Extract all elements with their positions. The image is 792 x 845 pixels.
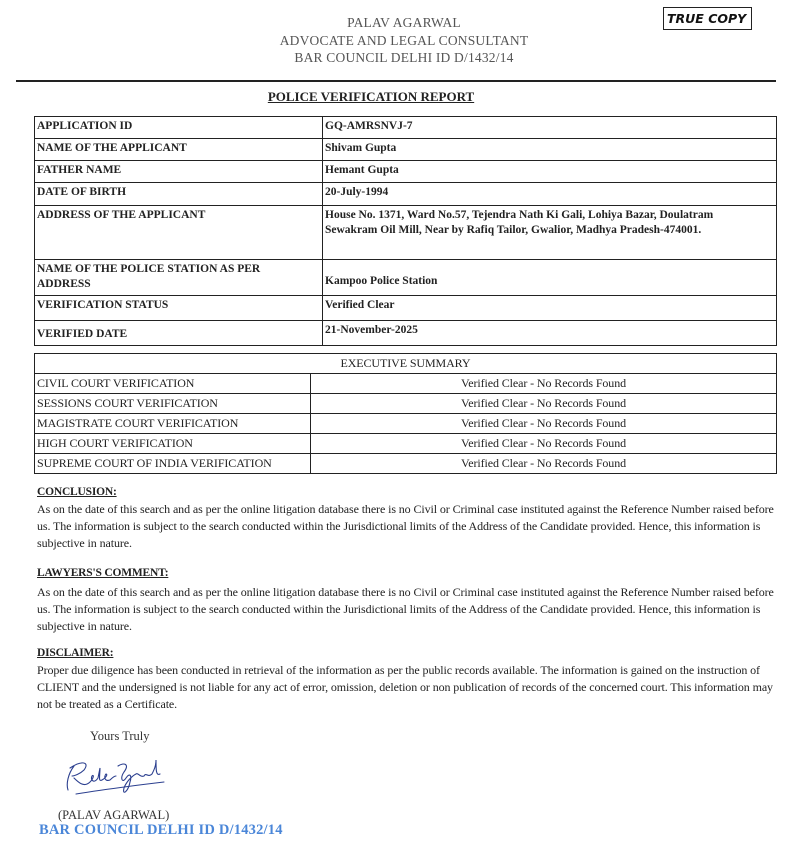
summary-title: EXECUTIVE SUMMARY [35,354,777,374]
court-result: Verified Clear - No Records Found [311,374,777,394]
table-row [35,434,777,454]
court-result: Verified Clear - No Records Found [311,414,777,434]
table-row [35,161,777,183]
letterhead-title: ADVOCATE AND LEGAL CONSULTANT [279,32,529,48]
disclaimer-section [37,645,777,713]
disclaimer-heading: DISCLAIMER: [37,647,114,659]
executive-summary-table [34,353,777,474]
row-label: ADDRESS OF THE APPLICANT [35,206,323,260]
letterhead-bar-id: BAR COUNCIL DELHI ID D/1432/14 [294,50,514,65]
row-label: APPLICATION ID [35,117,323,139]
lawyers-comment-heading: LAWYERS'S COMMENT: [37,567,169,579]
header-divider [16,80,776,82]
court-result: Verified Clear - No Records Found [311,454,777,474]
row-label: VERIFICATION STATUS [35,296,323,321]
conclusion-text: As on the date of this search and as per the online litigation database there is no Civil or Criminal case instituted against the Reference Number raised before us. The information is subject to the search conducted within the Jurisdictional limits of the Address of the Candidate provided. Hence, this information is subjective in nature. [37,502,774,550]
lawyers-comment-section [37,565,777,635]
court-result: Verified Clear - No Records Found [311,394,777,414]
row-value: Verified Clear [323,296,777,321]
row-value: GQ-AMRSNVJ-7 [323,117,777,139]
conclusion-heading: CONCLUSION: [37,486,117,498]
row-value: 20-July-1994 [323,183,777,206]
court-label: HIGH COURT VERIFICATION [35,434,311,454]
row-label: NAME OF THE APPLICANT [35,139,323,161]
lawyers-comment-text: As on the date of this search and as per the online litigation database there is no Civil or Criminal case instituted against the Reference Number raised before us. The information is subject to the search conducted within the Jurisdictional limits of the Address of the Candidate provided. Hence, this information is subjective in nature. [37,585,774,633]
conclusion-section [37,484,777,552]
table-row [35,260,777,296]
table-row [35,117,777,139]
row-label: FATHER NAME [35,161,323,183]
signature-image [60,752,170,802]
row-value: Kampoo Police Station [323,260,777,296]
table-row [35,454,777,474]
summary-header-row [35,354,777,374]
footer-bar-id: BAR COUNCIL DELHI ID D/1432/14 [39,822,283,838]
table-row [35,183,777,206]
disclaimer-text: Proper due diligence has been conducted in retrieval of the information as per the public records available. The information is gained on the instruction of CLIENT and the undersigned is not liable for any act of error, omission, deletion or non publication of records of the concerned court. This information may not be treated as a Certificate. [37,663,773,711]
applicant-details-table [34,116,777,346]
true-copy-stamp: TRUE COPY [663,7,752,30]
row-value: Shivam Gupta [323,139,777,161]
table-row [35,296,777,321]
row-label: NAME OF THE POLICE STATION AS PER ADDRESS [35,260,323,296]
table-row [35,139,777,161]
letterhead-name: PALAV AGARWAL [347,15,461,30]
row-value: House No. 1371, Ward No.57, Tejendra Nath Ki Gali, Lohiya Bazar, Doulatram Sewakram Oil Mill, Near by Rafiq Tailor, Gwalior, Madhya Pradesh-474001. [323,206,777,260]
table-row [35,206,777,260]
court-label: SESSIONS COURT VERIFICATION [35,394,311,414]
row-value: 21-November-2025 [323,321,777,346]
court-result: Verified Clear - No Records Found [311,434,777,454]
row-label: VERIFIED DATE [35,321,323,346]
court-label: SUPREME COURT OF INDIA VERIFICATION [35,454,311,474]
report-title: POLICE VERIFICATION REPORT [267,89,475,104]
table-row [35,394,777,414]
table-row [35,374,777,394]
row-value: Hemant Gupta [323,161,777,183]
court-label: CIVIL COURT VERIFICATION [35,374,311,394]
signer-name: (PALAV AGARWAL) [58,808,170,822]
court-label: MAGISTRATE COURT VERIFICATION [35,414,311,434]
sign-off: Yours Truly [90,729,150,743]
table-row [35,321,777,346]
table-row [35,414,777,434]
row-label: DATE OF BIRTH [35,183,323,206]
